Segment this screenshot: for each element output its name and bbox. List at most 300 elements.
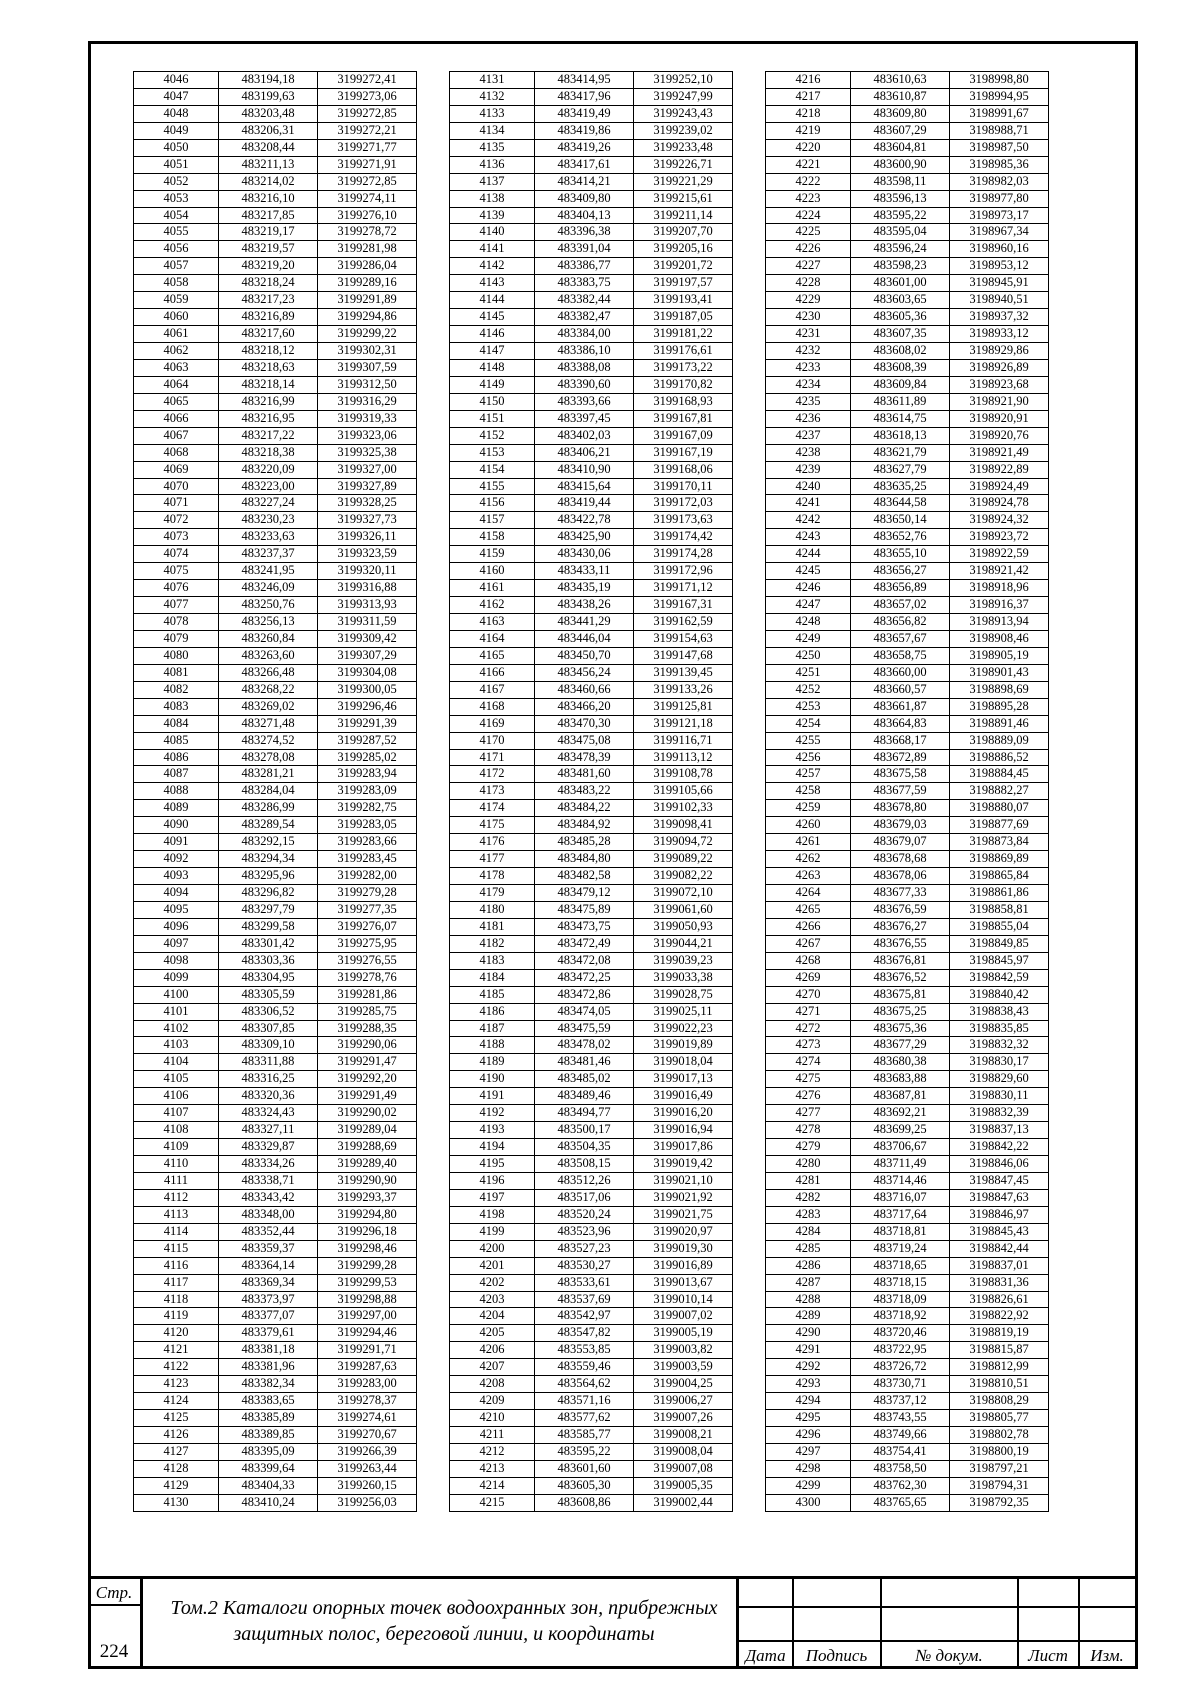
point-number-cell: 4196 [450,1172,535,1189]
y-coordinate-cell: 3199285,02 [318,749,417,766]
table-row [134,647,417,664]
table-row [766,1071,1049,1088]
point-number-cell: 4269 [766,969,851,986]
table-row [766,1139,1049,1156]
y-coordinate-cell: 3198829,60 [950,1071,1049,1088]
x-coordinate-cell: 483675,81 [851,986,950,1003]
x-coordinate-cell: 483683,88 [851,1071,950,1088]
table-row [134,766,417,783]
y-coordinate-cell: 3199263,44 [318,1460,417,1477]
y-coordinate-cell: 3199266,39 [318,1443,417,1460]
x-coordinate-cell: 483484,80 [535,851,634,868]
x-coordinate-cell: 483489,46 [535,1088,634,1105]
x-coordinate-cell: 483618,13 [851,427,950,444]
point-number-cell: 4253 [766,698,851,715]
y-coordinate-cell: 3199298,88 [318,1291,417,1308]
y-coordinate-cell: 3199007,02 [634,1308,733,1325]
point-number-cell: 4107 [134,1105,219,1122]
point-number-cell: 4228 [766,275,851,292]
stamp-label-date: Дата [745,1646,786,1665]
title-block [88,1576,1138,1669]
y-coordinate-cell: 3199221,29 [634,173,733,190]
point-number-cell: 4110 [134,1156,219,1173]
x-coordinate-cell: 483217,60 [219,326,318,343]
y-coordinate-cell: 3199207,70 [634,224,733,241]
x-coordinate-cell: 483381,96 [219,1359,318,1376]
y-coordinate-cell: 3198800,19 [950,1443,1049,1460]
y-coordinate-cell: 3198988,71 [950,122,1049,139]
point-number-cell: 4221 [766,156,851,173]
table-row [134,851,417,868]
x-coordinate-cell: 483718,92 [851,1308,950,1325]
y-coordinate-cell: 3199147,68 [634,647,733,664]
table-row [766,512,1049,529]
x-coordinate-cell: 483605,30 [535,1477,634,1494]
point-number-cell: 4232 [766,343,851,360]
point-number-cell: 4230 [766,309,851,326]
table-row [450,258,733,275]
point-number-cell: 4058 [134,275,219,292]
table-row [450,580,733,597]
x-coordinate-cell: 483758,50 [851,1460,950,1477]
x-coordinate-cell: 483650,14 [851,512,950,529]
point-number-cell: 4297 [766,1443,851,1460]
table-row [134,241,417,258]
table-row [450,1427,733,1444]
y-coordinate-cell: 3198916,37 [950,597,1049,614]
x-coordinate-cell: 483672,89 [851,749,950,766]
table-row [134,986,417,1003]
point-number-cell: 4111 [134,1172,219,1189]
point-number-cell: 4057 [134,258,219,275]
y-coordinate-cell: 3199019,42 [634,1156,733,1173]
table-row [134,427,417,444]
table-row [766,326,1049,343]
y-coordinate-cell: 3199319,33 [318,410,417,427]
table-row [766,88,1049,105]
table-row [134,1139,417,1156]
table-row [134,258,417,275]
table-row [134,817,417,834]
x-coordinate-cell: 483316,25 [219,1071,318,1088]
table-row [450,834,733,851]
table-row [134,88,417,105]
x-coordinate-cell: 483306,52 [219,1003,318,1020]
point-number-cell: 4203 [450,1291,535,1308]
x-coordinate-cell: 483542,97 [535,1308,634,1325]
table-row [766,630,1049,647]
table-row [766,834,1049,851]
y-coordinate-cell: 3199289,04 [318,1122,417,1139]
stamp-grid [736,1579,1135,1669]
y-coordinate-cell: 3199010,14 [634,1291,733,1308]
table-row [766,343,1049,360]
point-number-cell: 4156 [450,495,535,512]
y-coordinate-cell: 3199116,71 [634,732,733,749]
point-number-cell: 4189 [450,1054,535,1071]
point-number-cell: 4122 [134,1359,219,1376]
table-row [450,1105,733,1122]
x-coordinate-cell: 483241,95 [219,563,318,580]
x-coordinate-cell: 483382,44 [535,292,634,309]
x-coordinate-cell: 483217,22 [219,427,318,444]
x-coordinate-cell: 483385,89 [219,1410,318,1427]
table-row [134,1393,417,1410]
y-coordinate-cell: 3199016,89 [634,1257,733,1274]
y-coordinate-cell: 3199299,28 [318,1257,417,1274]
x-coordinate-cell: 483472,86 [535,986,634,1003]
point-number-cell: 4169 [450,715,535,732]
x-coordinate-cell: 483678,68 [851,851,950,868]
table-row [134,935,417,952]
table-row [134,1460,417,1477]
point-number-cell: 4289 [766,1308,851,1325]
y-coordinate-cell: 3198921,42 [950,563,1049,580]
point-number-cell: 4089 [134,800,219,817]
table-row [450,1122,733,1139]
point-number-cell: 4185 [450,986,535,1003]
x-coordinate-cell: 483433,11 [535,563,634,580]
point-number-cell: 4081 [134,664,219,681]
point-number-cell: 4068 [134,444,219,461]
table-row [766,969,1049,986]
point-number-cell: 4162 [450,597,535,614]
point-number-cell: 4176 [450,834,535,851]
x-coordinate-cell: 483652,76 [851,529,950,546]
point-number-cell: 4103 [134,1037,219,1054]
y-coordinate-cell: 3198891,46 [950,715,1049,732]
point-number-cell: 4224 [766,207,851,224]
x-coordinate-cell: 483484,92 [535,817,634,834]
point-number-cell: 4195 [450,1156,535,1173]
y-coordinate-cell: 3198967,34 [950,224,1049,241]
table-row [450,173,733,190]
x-coordinate-cell: 483304,95 [219,969,318,986]
y-coordinate-cell: 3199279,28 [318,885,417,902]
y-coordinate-cell: 3199260,15 [318,1477,417,1494]
x-coordinate-cell: 483359,37 [219,1240,318,1257]
table-row [134,292,417,309]
x-coordinate-cell: 483379,61 [219,1325,318,1342]
table-row [766,614,1049,631]
point-number-cell: 4078 [134,614,219,631]
y-coordinate-cell: 3199002,44 [634,1494,733,1511]
x-coordinate-cell: 483656,89 [851,580,950,597]
point-number-cell: 4097 [134,935,219,952]
y-coordinate-cell: 3199072,10 [634,885,733,902]
point-number-cell: 4140 [450,224,535,241]
table-row [766,1308,1049,1325]
x-coordinate-cell: 483677,33 [851,885,950,902]
point-number-cell: 4129 [134,1477,219,1494]
x-coordinate-cell: 483216,89 [219,309,318,326]
x-coordinate-cell: 483410,24 [219,1494,318,1511]
table-row [766,241,1049,258]
x-coordinate-cell: 483369,34 [219,1274,318,1291]
point-number-cell: 4080 [134,647,219,664]
point-number-cell: 4267 [766,935,851,952]
point-number-cell: 4243 [766,529,851,546]
point-number-cell: 4128 [134,1460,219,1477]
x-coordinate-cell: 483676,27 [851,918,950,935]
point-number-cell: 4283 [766,1206,851,1223]
y-coordinate-cell: 3199028,75 [634,986,733,1003]
y-coordinate-cell: 3198923,72 [950,529,1049,546]
table-row [134,478,417,495]
x-coordinate-cell: 483472,08 [535,952,634,969]
y-coordinate-cell: 3199296,46 [318,698,417,715]
y-coordinate-cell: 3199170,82 [634,376,733,393]
table-row [450,1206,733,1223]
point-number-cell: 4133 [450,105,535,122]
x-coordinate-cell: 483743,55 [851,1410,950,1427]
table-row [766,224,1049,241]
table-row [450,698,733,715]
x-coordinate-cell: 483417,61 [535,156,634,173]
table-row [766,1325,1049,1342]
table-row [134,495,417,512]
x-coordinate-cell: 483410,90 [535,461,634,478]
y-coordinate-cell: 3198845,43 [950,1223,1049,1240]
x-coordinate-cell: 483395,09 [219,1443,318,1460]
y-coordinate-cell: 3199272,41 [318,72,417,89]
table-row [450,72,733,89]
point-number-cell: 4236 [766,410,851,427]
point-number-cell: 4229 [766,292,851,309]
y-coordinate-cell: 3199291,47 [318,1054,417,1071]
stamp-label-sheet: Лист [1028,1646,1068,1665]
y-coordinate-cell: 3198901,43 [950,664,1049,681]
x-coordinate-cell: 483530,27 [535,1257,634,1274]
point-number-cell: 4124 [134,1393,219,1410]
point-number-cell: 4223 [766,190,851,207]
table-row [134,1037,417,1054]
point-number-cell: 4075 [134,563,219,580]
table-row [450,105,733,122]
y-coordinate-cell: 3199167,81 [634,410,733,427]
y-coordinate-cell: 3199327,89 [318,478,417,495]
y-coordinate-cell: 3199133,26 [634,681,733,698]
y-coordinate-cell: 3199327,00 [318,461,417,478]
y-coordinate-cell: 3198924,49 [950,478,1049,495]
x-coordinate-cell: 483762,30 [851,1477,950,1494]
table-row [766,444,1049,461]
table-row [766,1020,1049,1037]
point-number-cell: 4239 [766,461,851,478]
y-coordinate-cell: 3199291,89 [318,292,417,309]
y-coordinate-cell: 3199328,25 [318,495,417,512]
point-number-cell: 4284 [766,1223,851,1240]
x-coordinate-cell: 483399,64 [219,1460,318,1477]
point-number-cell: 4172 [450,766,535,783]
x-coordinate-cell: 483352,44 [219,1223,318,1240]
y-coordinate-cell: 3199272,85 [318,173,417,190]
point-number-cell: 4088 [134,783,219,800]
table-row [766,393,1049,410]
x-coordinate-cell: 483397,45 [535,410,634,427]
x-coordinate-cell: 483263,60 [219,647,318,664]
point-number-cell: 4098 [134,952,219,969]
x-coordinate-cell: 483246,09 [219,580,318,597]
y-coordinate-cell: 3199233,48 [634,139,733,156]
point-number-cell: 4204 [450,1308,535,1325]
table-row [450,681,733,698]
point-number-cell: 4170 [450,732,535,749]
point-number-cell: 4285 [766,1240,851,1257]
table-row [450,122,733,139]
point-number-cell: 4216 [766,72,851,89]
table-row [134,529,417,546]
y-coordinate-cell: 3199297,00 [318,1308,417,1325]
y-coordinate-cell: 3198982,03 [950,173,1049,190]
table-row [450,1172,733,1189]
y-coordinate-cell: 3199033,38 [634,969,733,986]
table-row [766,580,1049,597]
x-coordinate-cell: 483656,27 [851,563,950,580]
x-coordinate-cell: 483223,00 [219,478,318,495]
y-coordinate-cell: 3198889,09 [950,732,1049,749]
table-row [766,783,1049,800]
y-coordinate-cell: 3199290,90 [318,1172,417,1189]
point-number-cell: 4250 [766,647,851,664]
table-row [766,427,1049,444]
point-number-cell: 4052 [134,173,219,190]
x-coordinate-cell: 483479,12 [535,885,634,902]
x-coordinate-cell: 483692,21 [851,1105,950,1122]
x-coordinate-cell: 483478,39 [535,749,634,766]
y-coordinate-cell: 3199168,06 [634,461,733,478]
y-coordinate-cell: 3199275,95 [318,935,417,952]
point-number-cell: 4193 [450,1122,535,1139]
point-number-cell: 4288 [766,1291,851,1308]
y-coordinate-cell: 3199272,21 [318,122,417,139]
x-coordinate-cell: 483595,22 [535,1443,634,1460]
point-number-cell: 4213 [450,1460,535,1477]
x-coordinate-cell: 483311,88 [219,1054,318,1071]
y-coordinate-cell: 3199277,35 [318,901,417,918]
x-coordinate-cell: 483396,38 [535,224,634,241]
table-row [766,1037,1049,1054]
point-number-cell: 4220 [766,139,851,156]
point-number-cell: 4192 [450,1105,535,1122]
point-number-cell: 4139 [450,207,535,224]
x-coordinate-cell: 483286,99 [219,800,318,817]
table-row [766,122,1049,139]
y-coordinate-cell: 3198808,29 [950,1393,1049,1410]
table-row [450,563,733,580]
x-coordinate-cell: 483250,76 [219,597,318,614]
point-number-cell: 4272 [766,1020,851,1037]
x-coordinate-cell: 483218,12 [219,343,318,360]
x-coordinate-cell: 483677,59 [851,783,950,800]
x-coordinate-cell: 483217,23 [219,292,318,309]
y-coordinate-cell: 3198882,27 [950,783,1049,800]
y-coordinate-cell: 3198794,31 [950,1477,1049,1494]
y-coordinate-cell: 3199021,75 [634,1206,733,1223]
y-coordinate-cell: 3198945,91 [950,275,1049,292]
y-coordinate-cell: 3199094,72 [634,834,733,851]
y-coordinate-cell: 3199021,92 [634,1189,733,1206]
y-coordinate-cell: 3198873,84 [950,834,1049,851]
point-number-cell: 4257 [766,766,851,783]
y-coordinate-cell: 3199302,31 [318,343,417,360]
y-coordinate-cell: 3198924,78 [950,495,1049,512]
table-row [450,732,733,749]
x-coordinate-cell: 483675,58 [851,766,950,783]
table-row [450,1325,733,1342]
x-coordinate-cell: 483414,95 [535,72,634,89]
table-row [766,868,1049,885]
y-coordinate-cell: 3198921,90 [950,393,1049,410]
point-number-cell: 4186 [450,1003,535,1020]
table-row [134,461,417,478]
table-row [766,1393,1049,1410]
y-coordinate-cell: 3199304,08 [318,664,417,681]
y-coordinate-cell: 3199017,86 [634,1139,733,1156]
y-coordinate-cell: 3199215,61 [634,190,733,207]
point-number-cell: 4179 [450,885,535,902]
x-coordinate-cell: 483481,46 [535,1054,634,1071]
y-coordinate-cell: 3198846,06 [950,1156,1049,1173]
point-number-cell: 4293 [766,1376,851,1393]
y-coordinate-cell: 3198908,46 [950,630,1049,647]
x-coordinate-cell: 483373,97 [219,1291,318,1308]
point-number-cell: 4258 [766,783,851,800]
y-coordinate-cell: 3199007,26 [634,1410,733,1427]
y-coordinate-cell: 3199278,37 [318,1393,417,1410]
x-coordinate-cell: 483446,04 [535,630,634,647]
point-number-cell: 4143 [450,275,535,292]
y-coordinate-cell: 3199293,37 [318,1189,417,1206]
x-coordinate-cell: 483675,36 [851,1020,950,1037]
table-row [450,614,733,631]
point-number-cell: 4206 [450,1342,535,1359]
x-coordinate-cell: 483559,46 [535,1359,634,1376]
y-coordinate-cell: 3199300,05 [318,681,417,698]
point-number-cell: 4233 [766,359,851,376]
point-number-cell: 4114 [134,1223,219,1240]
y-coordinate-cell: 3198842,44 [950,1240,1049,1257]
point-number-cell: 4091 [134,834,219,851]
table-row [134,1494,417,1511]
y-coordinate-cell: 3198838,43 [950,1003,1049,1020]
x-coordinate-cell: 483655,10 [851,546,950,563]
y-coordinate-cell: 3199020,97 [634,1223,733,1240]
x-coordinate-cell: 483598,11 [851,173,950,190]
x-coordinate-cell: 483658,75 [851,647,950,664]
table-row [450,885,733,902]
point-number-cell: 4292 [766,1359,851,1376]
y-coordinate-cell: 3198840,42 [950,986,1049,1003]
x-coordinate-cell: 483217,85 [219,207,318,224]
x-coordinate-cell: 483475,89 [535,901,634,918]
x-coordinate-cell: 483512,26 [535,1172,634,1189]
y-coordinate-cell: 3198826,61 [950,1291,1049,1308]
table-row [766,292,1049,309]
x-coordinate-cell: 483718,65 [851,1257,950,1274]
y-coordinate-cell: 3199201,72 [634,258,733,275]
table-row [134,969,417,986]
x-coordinate-cell: 483601,00 [851,275,950,292]
table-row [450,1359,733,1376]
point-number-cell: 4198 [450,1206,535,1223]
x-coordinate-cell: 483482,58 [535,868,634,885]
table-row [766,681,1049,698]
point-number-cell: 4218 [766,105,851,122]
table-row [450,1156,733,1173]
point-number-cell: 4255 [766,732,851,749]
x-coordinate-cell: 483537,69 [535,1291,634,1308]
